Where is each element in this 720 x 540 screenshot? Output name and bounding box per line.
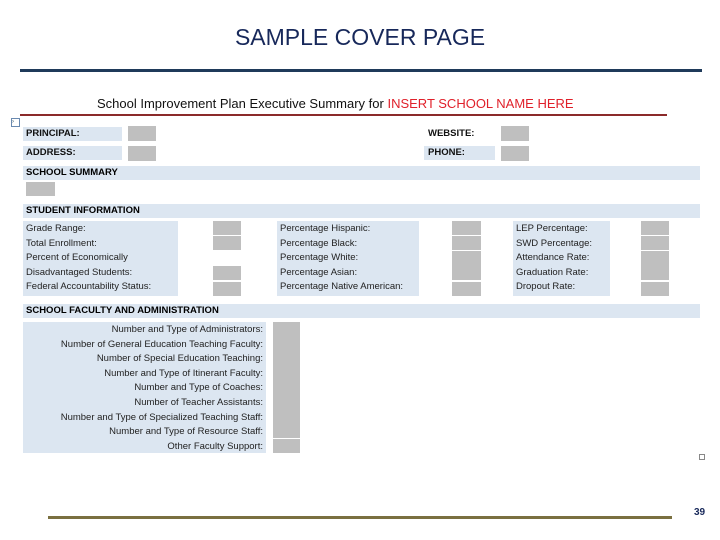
grade-range-label: Grade Range: (26, 223, 86, 234)
student-col1-labels (23, 221, 178, 296)
native-american-label: Percentage Native American: (280, 281, 404, 293)
total-enrollment-label: Total Enrollment: (26, 237, 97, 249)
faculty-label: Number and Type of Itinerant Faculty: (104, 367, 263, 379)
website-label: WEBSITE: (428, 128, 475, 139)
page-title: SAMPLE COVER PAGE (234, 24, 486, 50)
footer-divider (48, 516, 672, 519)
faculty-label: Number and Type of Specialized Teaching Staff: (60, 411, 263, 423)
student-info-header: STUDENT INFORMATION (23, 204, 700, 218)
subtitle-text: School Improvement Plan Executive Summary for (97, 96, 388, 111)
white-asian-field[interactable] (452, 251, 481, 280)
faculty-label: Number of Special Education Teaching: (96, 353, 263, 365)
lep-label: LEP Percentage: (516, 223, 588, 234)
page-number: 39 (694, 507, 706, 518)
student-col2-labels (277, 221, 419, 296)
econ-disadvantaged-field[interactable] (213, 266, 241, 280)
principal-label: PRINCIPAL: (23, 127, 122, 141)
school-name-placeholder: INSERT SCHOOL NAME HERE (387, 96, 574, 111)
federal-status-field[interactable] (213, 282, 241, 296)
other-support-field[interactable] (273, 439, 300, 453)
total-enrollment-field[interactable] (213, 236, 241, 250)
attendance-label: Attendance Rate: (516, 252, 590, 264)
asian-label: Percentage Asian: (280, 266, 358, 278)
swd-field[interactable] (641, 236, 669, 250)
faculty-label: Number and Type of Administrators: (111, 324, 263, 335)
address-label: ADDRESS: (23, 146, 122, 160)
faculty-label: Other Faculty Support: (167, 440, 263, 452)
swd-label: SWD Percentage: (516, 237, 593, 249)
dropout-label: Dropout Rate: (516, 281, 576, 293)
black-field[interactable] (452, 236, 481, 250)
hispanic-label: Percentage Hispanic: (280, 223, 371, 234)
hispanic-field[interactable] (452, 221, 481, 235)
form-subtitle (97, 96, 574, 111)
attendance-graduation-field[interactable] (641, 251, 669, 280)
faculty-label: Number and Type of Resource Staff: (109, 426, 263, 438)
econ-disadvantaged-label-1: Percent of Economically (26, 252, 128, 264)
anchor-icon: › (11, 118, 20, 127)
title-divider (20, 69, 702, 72)
faculty-label: Number and Type of Coaches: (134, 382, 263, 394)
address-field[interactable] (128, 146, 156, 161)
faculty-field[interactable] (273, 322, 300, 438)
resize-handle-icon (699, 454, 705, 460)
principal-field[interactable] (128, 126, 156, 141)
school-summary-field[interactable] (26, 182, 55, 196)
website-field[interactable] (501, 126, 529, 141)
dropout-field[interactable] (641, 282, 669, 296)
white-label: Percentage White: (280, 252, 359, 264)
phone-field[interactable] (501, 146, 529, 161)
lep-field[interactable] (641, 221, 669, 235)
grade-range-field[interactable] (213, 221, 241, 235)
black-label: Percentage Black: (280, 237, 358, 249)
econ-disadvantaged-label-2: Disadvantaged Students: (26, 266, 133, 278)
native-american-field[interactable] (452, 282, 481, 296)
faculty-label: Number of General Education Teaching Faculty: (60, 338, 263, 350)
phone-label: PHONE: (424, 146, 495, 160)
student-col3-labels (513, 221, 610, 296)
school-summary-header: SCHOOL SUMMARY (23, 166, 700, 180)
graduation-label: Graduation Rate: (516, 266, 589, 278)
faculty-labels (23, 322, 266, 453)
federal-status-label: Federal Accountability Status: (26, 281, 152, 293)
subtitle-divider (20, 114, 667, 116)
faculty-label: Number of Teacher Assistants: (134, 396, 263, 408)
faculty-header: SCHOOL FACULTY AND ADMINISTRATION (23, 304, 700, 318)
